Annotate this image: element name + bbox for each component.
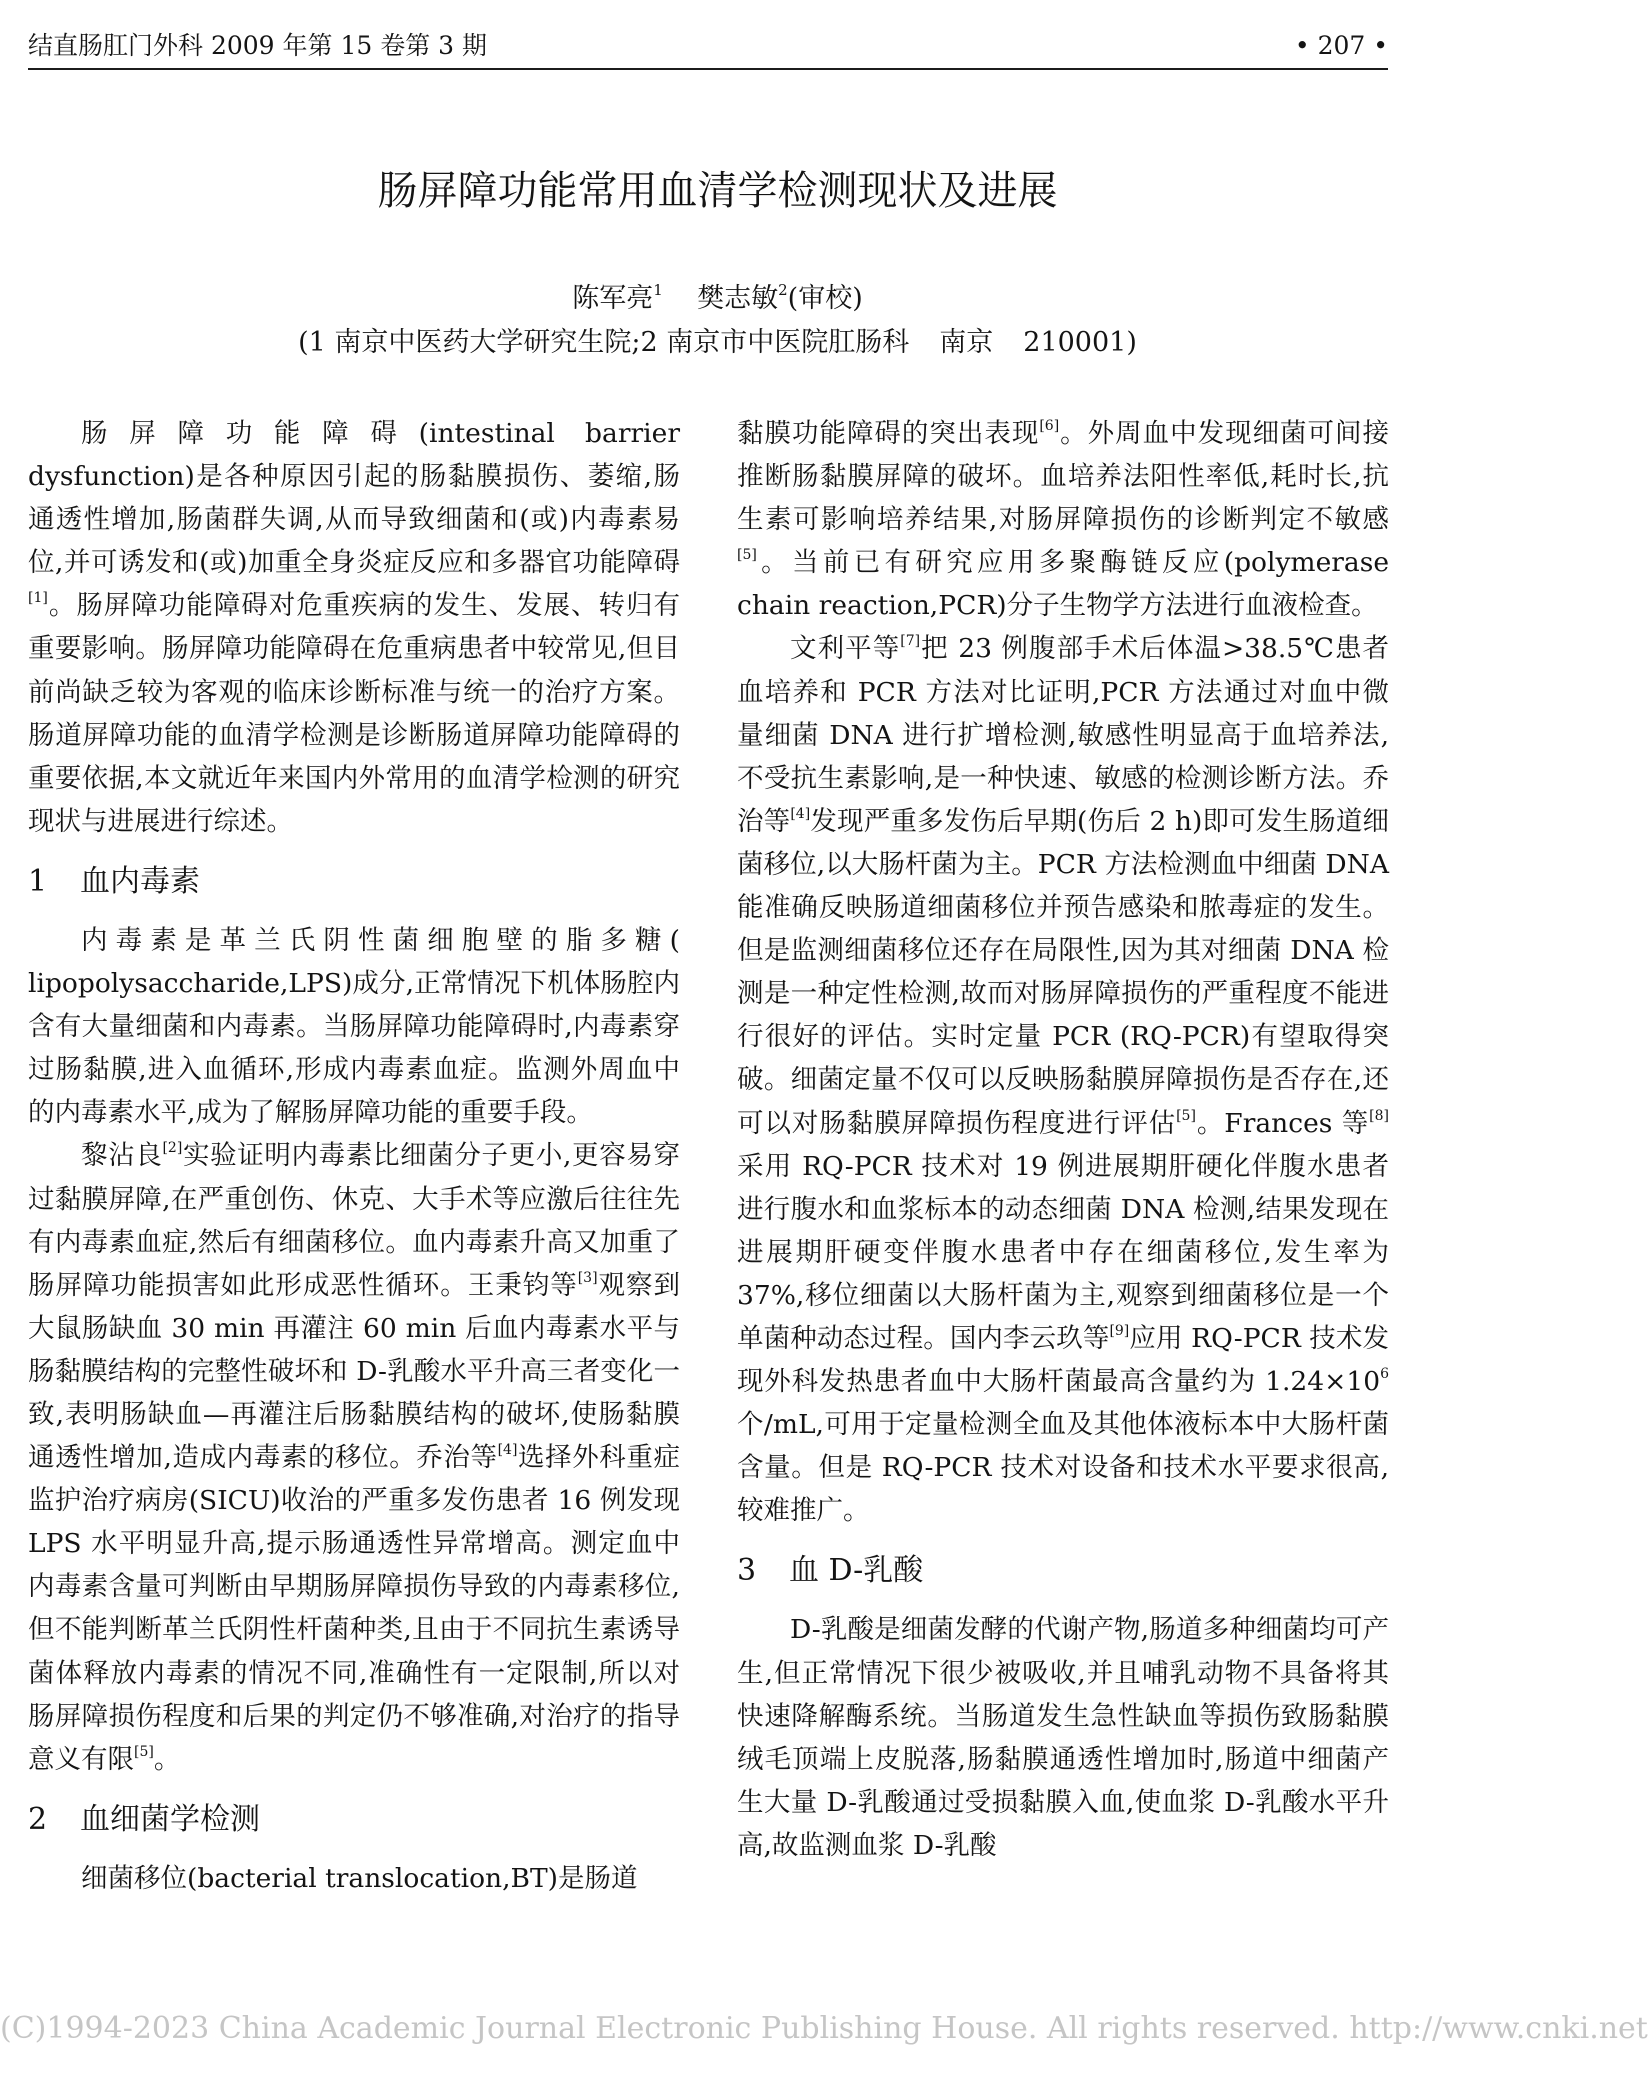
citation-ref: [2] xyxy=(162,1140,183,1157)
article-title: 肠屏障功能常用血清学检测现状及进展 xyxy=(377,168,1058,214)
exponent: 6 xyxy=(1380,1366,1389,1383)
body-paragraph: 文利平等[7]把 23 例腹部手术后体温>38.5℃患者血培养和 PCR 方法对比证明,PCR 方法通过对血中微量细菌 DNA 进行扩增检测,敏感性明显高于血培养法,不受抗生素影响,是一种快速、敏感的检测诊断方法。乔治等[4]发现严重多发伤后早期(伤后 2 h)即可发生肠道细菌移位,以大肠杆菌为主。PCR 方法检测血中细菌 DNA 能准确反映肠道细菌移位并预告感染和脓毒症的发生。但是监测细菌移位还存在局限性,因为其对细菌 DNA 检测是一种定性检测,故而对肠屏障损伤的严重程度不能进行很好的评估。实时定量 PCR (RQ-PCR)有望取得突破。细菌定量不仅可以反映肠黏膜屏障损伤是否存在,还可以对肠黏膜屏障损伤程度进行评估[5]。Frances 等[8]采用 RQ-PCR 技术对 19 例进展期肝硬化伴腹水患者进行腹水和血浆标本的动态细菌 DNA 检测,结果发现在进展期肝硬变伴腹水患者中存在细菌移位,发生率为 37%,移位细菌以大肠杆菌为主,观察到细菌移位是一个单菌种动态过程。国内李云玖等[9]应用 RQ-PCR 技术发现外科发热患者血中大肠杆菌最高含量约为 $1.24\times 10^6$个/mL,可用于定量检测全血及其他体液标本中大肠杆菌含量。但是 RQ-PCR 技术对设备和技术水平要求很高,较难推广。 xyxy=(737,633,1390,1527)
author-line xyxy=(0,280,1435,318)
body-paragraph: 细菌移位(bacterial translocation,BT)是肠道 xyxy=(81,1862,638,1894)
left-column xyxy=(28,412,680,1900)
citation-ref: [8] xyxy=(1369,1107,1390,1124)
body-paragraph: 黎沾良[2]实验证明内毒素比细菌分子更小,更容易穿过黏膜屏障,在严重创伤、休克、大手术等应激后往往先有内毒素血症,然后有细菌移位。血内毒素升高又加重了肠屏障功能损害如此形成恶性循环。王秉钧等[3]观察到大鼠肠缺血 30 min 再灌注 60 min 后血内毒素水平与肠黏膜结构的完整性破坏和 D-乳酸水平升高三者变化一致,表明肠缺血—再灌注后肠黏膜结构的破坏,使肠黏膜通透性增加,造成内毒素的移位。乔治等[4]选择外科重症监护治疗病房(SICU)收治的严重多发伤患者 16 例发现 LPS 水平明显升高,提示肠通透性异常增高。测定血中内毒素含量可判断由早期肠屏障损伤导致的内毒素移位,但不能判断革兰氏阴性杆菌种类,且由于不同抗生素诱导菌体释放内毒素的情况不同,准确性有一定限制,所以对肠屏障损伤程度和后果的判定仍不够准确,对治疗的指导意义有限[5]。 xyxy=(28,1140,681,1775)
author-name: 樊志敏 xyxy=(697,283,779,314)
citation-ref: [7] xyxy=(900,633,921,650)
affiliation-zip: 210001) xyxy=(1023,327,1137,358)
affiliation-line xyxy=(0,324,1435,362)
section-number: 2 xyxy=(28,1801,48,1837)
intro-paragraph: 肠屏障功能障碍(intestinal barrier dysfunction)是各种原因引起的肠黏膜损伤、萎缩,肠通透性增加,肠菌群失调,从而导致细菌和(或)内毒素易位,并可诱发和(或)加重全身炎症反应和多器官功能障碍[1]。肠屏障功能障碍对危重疾病的发生、发展、转归有重要影响。肠屏障功能障碍在危重病患者中较常见,但目前尚缺乏较为客观的临床诊断标准与统一的治疗方案。肠道屏障功能的血清学检测是诊断肠道屏障功能障碍的重要依据,本文就近年来国内外常用的血清学检测的研究现状与进展进行综述。 xyxy=(28,418,680,837)
section-title: 血细菌学检测 xyxy=(80,1801,260,1837)
affiliation-institutions: (1 南京中医药大学研究生院;2 南京市中医院肛肠科 xyxy=(298,327,910,358)
citation-ref: [5] xyxy=(134,1743,154,1760)
body-paragraph-continued: 黏膜功能障碍的突出表现[6]。外周血中发现细菌可间接推断肠黏膜屏障的破坏。血培养法阳性率低,耗时长,抗生素可影响培养结果,对肠屏障损伤的诊断判定不敏感[5]。当前已有研究应用多聚酶链反应(polymerase chain reaction,PCR)分子生物学方法进行血液检查。 xyxy=(737,418,1390,622)
section-number: 1 xyxy=(28,863,48,899)
section-title: 血 D-乳酸 xyxy=(789,1553,924,1589)
section-number: 3 xyxy=(737,1553,757,1589)
running-head xyxy=(28,30,1388,70)
copyright-watermark: (C)1994-2023 China Academic Journal Electronic Publishing House. All rights reserved. http://www.cnki.net xyxy=(0,2011,1648,2046)
citation-ref: [6] xyxy=(1039,418,1060,434)
section-heading-1 xyxy=(28,843,680,919)
section-title: 血内毒素 xyxy=(80,863,200,899)
section-heading-2 xyxy=(28,1781,680,1857)
header-rule xyxy=(28,68,1388,70)
author-affil-mark: 2 xyxy=(778,281,788,299)
journal-citation: 结直肠肛门外科 2009 年第 15 卷第 3 期 xyxy=(28,31,488,60)
page-number: • 207 • xyxy=(1294,31,1388,60)
section-heading-3 xyxy=(737,1532,1389,1608)
citation-ref: [1] xyxy=(28,590,48,607)
affiliation-city: 南京 xyxy=(939,327,994,358)
citation-ref: [3] xyxy=(577,1269,598,1286)
citation-ref: [4] xyxy=(790,805,811,822)
body-paragraph: 内毒素是革兰氏阴性菌细胞壁的脂多糖( lipopolysaccharide,LPS)成分,正常情况下机体肠腔内含有大量细菌和内毒素。当肠屏障功能障碍时,内毒素穿过肠黏膜,进入血循环,形成内毒素血症。监测外周血中的内毒素水平,成为了解肠屏障功能的重要手段。 xyxy=(28,924,680,1129)
citation-ref: [4] xyxy=(497,1442,518,1459)
reviewer-note: (审校) xyxy=(787,283,863,314)
citation-ref: [5] xyxy=(737,547,757,564)
author-name: 陈军亮 xyxy=(572,283,654,314)
author-affil-mark: 1 xyxy=(653,281,663,299)
citation-ref: [9] xyxy=(1109,1322,1130,1339)
right-column xyxy=(737,412,1389,1867)
body-paragraph: D-乳酸是细菌发酵的代谢产物,肠道多种细菌均可产生,但正常情况下很少被吸收,并且哺乳动物不具备将其快速降解酶系统。当肠道发生急性缺血等损伤致肠黏膜绒毛顶端上皮脱落,肠黏膜通透性增加时,肠道中细菌产生大量 D-乳酸通过受损黏膜入血,使血浆 D-乳酸水平升高,故监测血浆 D-乳酸 xyxy=(737,1614,1389,1861)
citation-ref: [5] xyxy=(1176,1107,1196,1124)
